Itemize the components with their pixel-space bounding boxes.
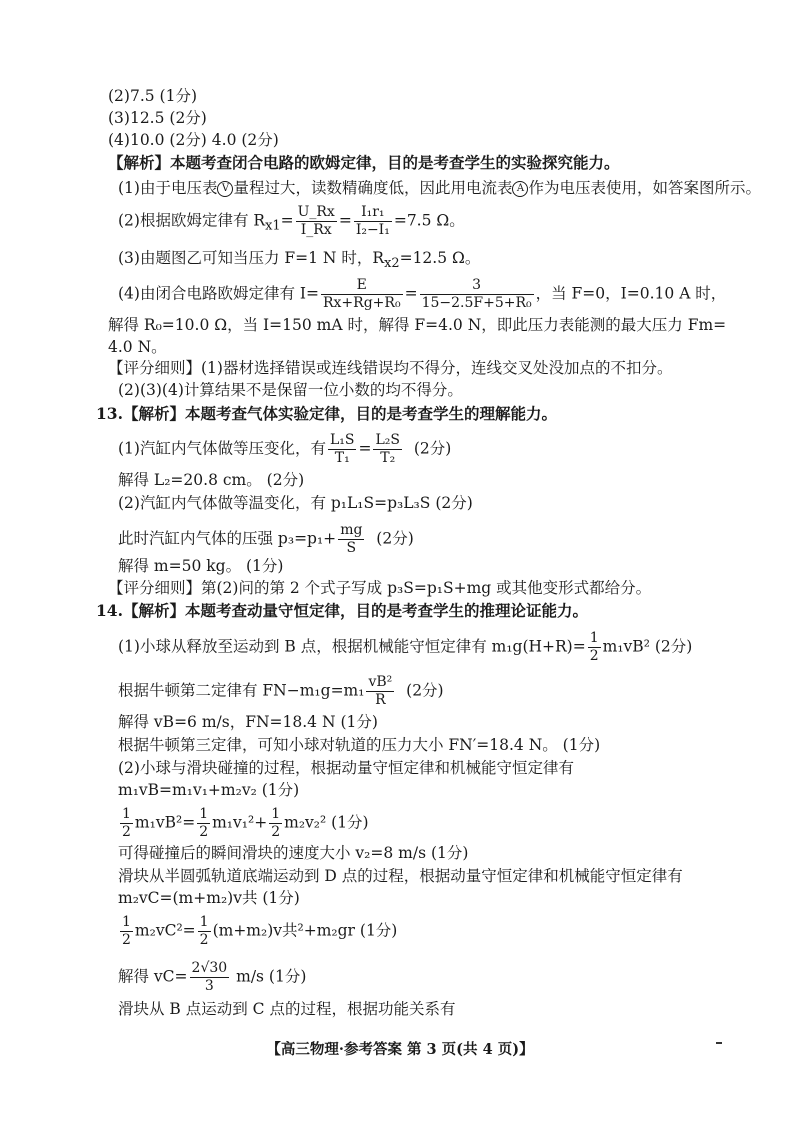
p12-line-1 — [118, 178, 761, 198]
num: 1 — [589, 630, 599, 646]
text: m₂v₂² (1分) — [284, 813, 369, 832]
fraction — [296, 204, 337, 239]
analysis-12: 【解析】本题考查闭合电路的欧姆定律，目的是考查学生的实验探究能力。 — [108, 153, 620, 172]
text: 作为电压表使用，如答案图所示。 — [528, 179, 761, 197]
q14-line-10: m₂vC=(m+m₂)v共 (1分) — [118, 889, 300, 907]
fraction — [197, 806, 210, 841]
text: =7.5 Ω。 — [393, 211, 465, 230]
p12-line-3 — [118, 248, 480, 274]
den: 3 — [204, 978, 214, 994]
q14-line-4: 根据牛顿第三定律，可知小球对轨道的压力大小 FN′=18.4 N。 (1分) — [118, 736, 601, 754]
answer-3: (3)12.5 (2分) — [108, 109, 207, 127]
den: I_Rx — [300, 222, 332, 238]
text: (2)根据欧姆定律有 R — [118, 211, 266, 230]
num: L₂S — [375, 432, 400, 448]
text: m₁v₁²+ — [212, 813, 268, 832]
fraction — [321, 277, 403, 312]
q14-line-12 — [118, 960, 306, 995]
fraction — [366, 674, 394, 709]
score: (2分) — [376, 529, 414, 548]
den: 2 — [199, 824, 209, 840]
num: 1 — [199, 806, 209, 822]
den: T₂ — [380, 450, 396, 466]
rules-13: 【评分细则】第(2)问的第 2 个式子写成 p₃S=p₁S+mg 或其他变形式都给分。 — [108, 579, 652, 597]
q14-line-9: 滑块从半圆弧轨道底端运动到 D 点的过程，根据动量守恒定律和机械能守恒定律有 — [118, 867, 683, 885]
num: vB² — [368, 674, 393, 690]
eq: = — [280, 211, 294, 230]
fraction — [420, 277, 534, 312]
q13-heading: 13.【解析】本题考查气体实验定律，目的是考查学生的理解能力。 — [96, 404, 557, 423]
q13-line-5: 解得 m=50 kg。 (1分) — [118, 557, 284, 575]
den: I₂−I₁ — [355, 222, 390, 238]
fraction — [120, 914, 133, 949]
den: R — [375, 692, 386, 708]
num: I₁r₁ — [354, 204, 392, 222]
text: 根据牛顿第二定律有 FN−m₁g=m₁ — [118, 681, 365, 700]
text: (4)由闭合电路欧姆定律有 I= — [118, 284, 319, 303]
ammeter-symbol: A — [512, 181, 528, 197]
text: m₂vC²= — [134, 921, 196, 940]
num: mg — [340, 522, 363, 538]
eq: = — [338, 211, 352, 230]
den: 2 — [589, 648, 599, 664]
text: (1)汽缸内气体做等压变化，有 — [118, 439, 326, 458]
q14-line-13: 滑块从 B 点运动到 C 点的过程，根据功能关系有 — [118, 1000, 456, 1018]
q14-line-8: 可得碰撞后的瞬间滑块的速度大小 v₂=8 m/s (1分) — [118, 844, 469, 862]
q13-line-3: (2)汽缸内气体做等温变化，有 p₁L₁S=p₃L₃S (2分) — [118, 494, 473, 512]
den: 2 — [271, 824, 281, 840]
subscript: x2 — [384, 256, 400, 272]
q14-line-2 — [118, 674, 444, 709]
num: E — [321, 277, 403, 295]
rules-12-1: 【评分细则】(1)器材选择错误或连线错误均不得分，连线交叉处没加点的不扣分。 — [108, 359, 673, 377]
num: 1 — [122, 914, 131, 930]
text: 解得 vC= — [118, 967, 188, 986]
score: (2分) — [413, 439, 452, 458]
text: m/s (1分) — [236, 967, 307, 986]
eq: = — [358, 439, 372, 458]
text: (m+m₂)v共²+m₂gr (1分) — [212, 921, 398, 940]
text: (3)由题图乙可知当压力 F=1 N 时，R — [118, 249, 385, 267]
text: m₁vB²= — [134, 813, 196, 832]
rules-12-2: (2)(3)(4)计算结果不是保留一位小数的均不得分。 — [118, 381, 463, 399]
fraction — [198, 914, 211, 949]
q13-line-1 — [118, 432, 451, 467]
fraction — [588, 630, 601, 665]
p12-line-2 — [118, 204, 465, 239]
fraction — [190, 960, 230, 995]
q14-line-7 — [118, 806, 369, 841]
num: 2√30 — [191, 960, 228, 976]
q14-line-5: (2)小球与滑块碰撞的过程，根据动量守恒定律和机械能守恒定律有 — [118, 759, 574, 777]
text: 量程过大，读数精确度低，因此用电流表 — [233, 179, 513, 197]
text: (1)小球从释放至运动到 B 点，根据机械能守恒定律有 m₁g(H+R)= — [118, 637, 586, 656]
fraction — [120, 806, 133, 841]
voltmeter-symbol: V — [217, 181, 233, 197]
q14-heading: 14.【解析】本题考查动量守恒定律，目的是考查学生的推理论证能力。 — [96, 601, 588, 620]
q13-line-2: 解得 L₂=20.8 cm。 (2分) — [118, 471, 305, 489]
den: 2 — [199, 932, 209, 948]
num: L₁S — [329, 432, 355, 448]
answer-2: (2)7.5 (1分) — [108, 87, 197, 105]
p12-line-4 — [118, 277, 726, 312]
fraction — [373, 432, 402, 467]
den: T₁ — [334, 450, 350, 466]
den: Rx+Rg+R₀ — [323, 295, 401, 311]
q14-line-11 — [118, 914, 397, 949]
q13-line-4 — [118, 522, 414, 557]
fraction — [269, 806, 282, 841]
den: 2 — [122, 824, 131, 840]
text: ，当 F=0，I=0.10 A 时， — [535, 284, 727, 303]
num: U_Rx — [297, 204, 335, 220]
q14-line-1 — [118, 630, 692, 665]
num: 1 — [122, 806, 131, 822]
page-mark — [716, 1042, 722, 1044]
fraction — [338, 522, 364, 557]
num: 1 — [271, 806, 281, 822]
q14-line-6: m₁vB=m₁v₁+m₂v₂ (1分) — [118, 781, 300, 799]
p12-line-6: 4.0 N。 — [108, 338, 167, 356]
score: (2分) — [406, 681, 444, 700]
q14-line-3: 解得 vB=6 m/s，FN=18.4 N (1分) — [118, 713, 378, 731]
page-footer: 【高三物理·参考答案 第 3 页(共 4 页)】 — [266, 1041, 534, 1058]
den: 15−2.5F+5+R₀ — [421, 295, 532, 311]
subscript: x1 — [265, 218, 281, 234]
text: 此时汽缸内气体的压强 p₃=p₁+ — [118, 529, 337, 548]
num: 1 — [199, 914, 209, 930]
text: m₁vB² (2分) — [602, 637, 693, 656]
num: 3 — [420, 277, 534, 295]
den: 2 — [122, 932, 131, 948]
eq: = — [404, 284, 418, 303]
text: =12.5 Ω。 — [399, 249, 481, 267]
fraction — [354, 204, 392, 239]
den: S — [346, 540, 357, 556]
text: (1)由于电压表 — [118, 179, 218, 197]
fraction — [328, 432, 357, 467]
p12-line-5: 解得 R₀=10.0 Ω，当 I=150 mA 时，解得 F=4.0 N，即此压力表能测的最大压力 Fm= — [108, 316, 727, 334]
answer-4: (4)10.0 (2分) 4.0 (2分) — [108, 131, 279, 149]
